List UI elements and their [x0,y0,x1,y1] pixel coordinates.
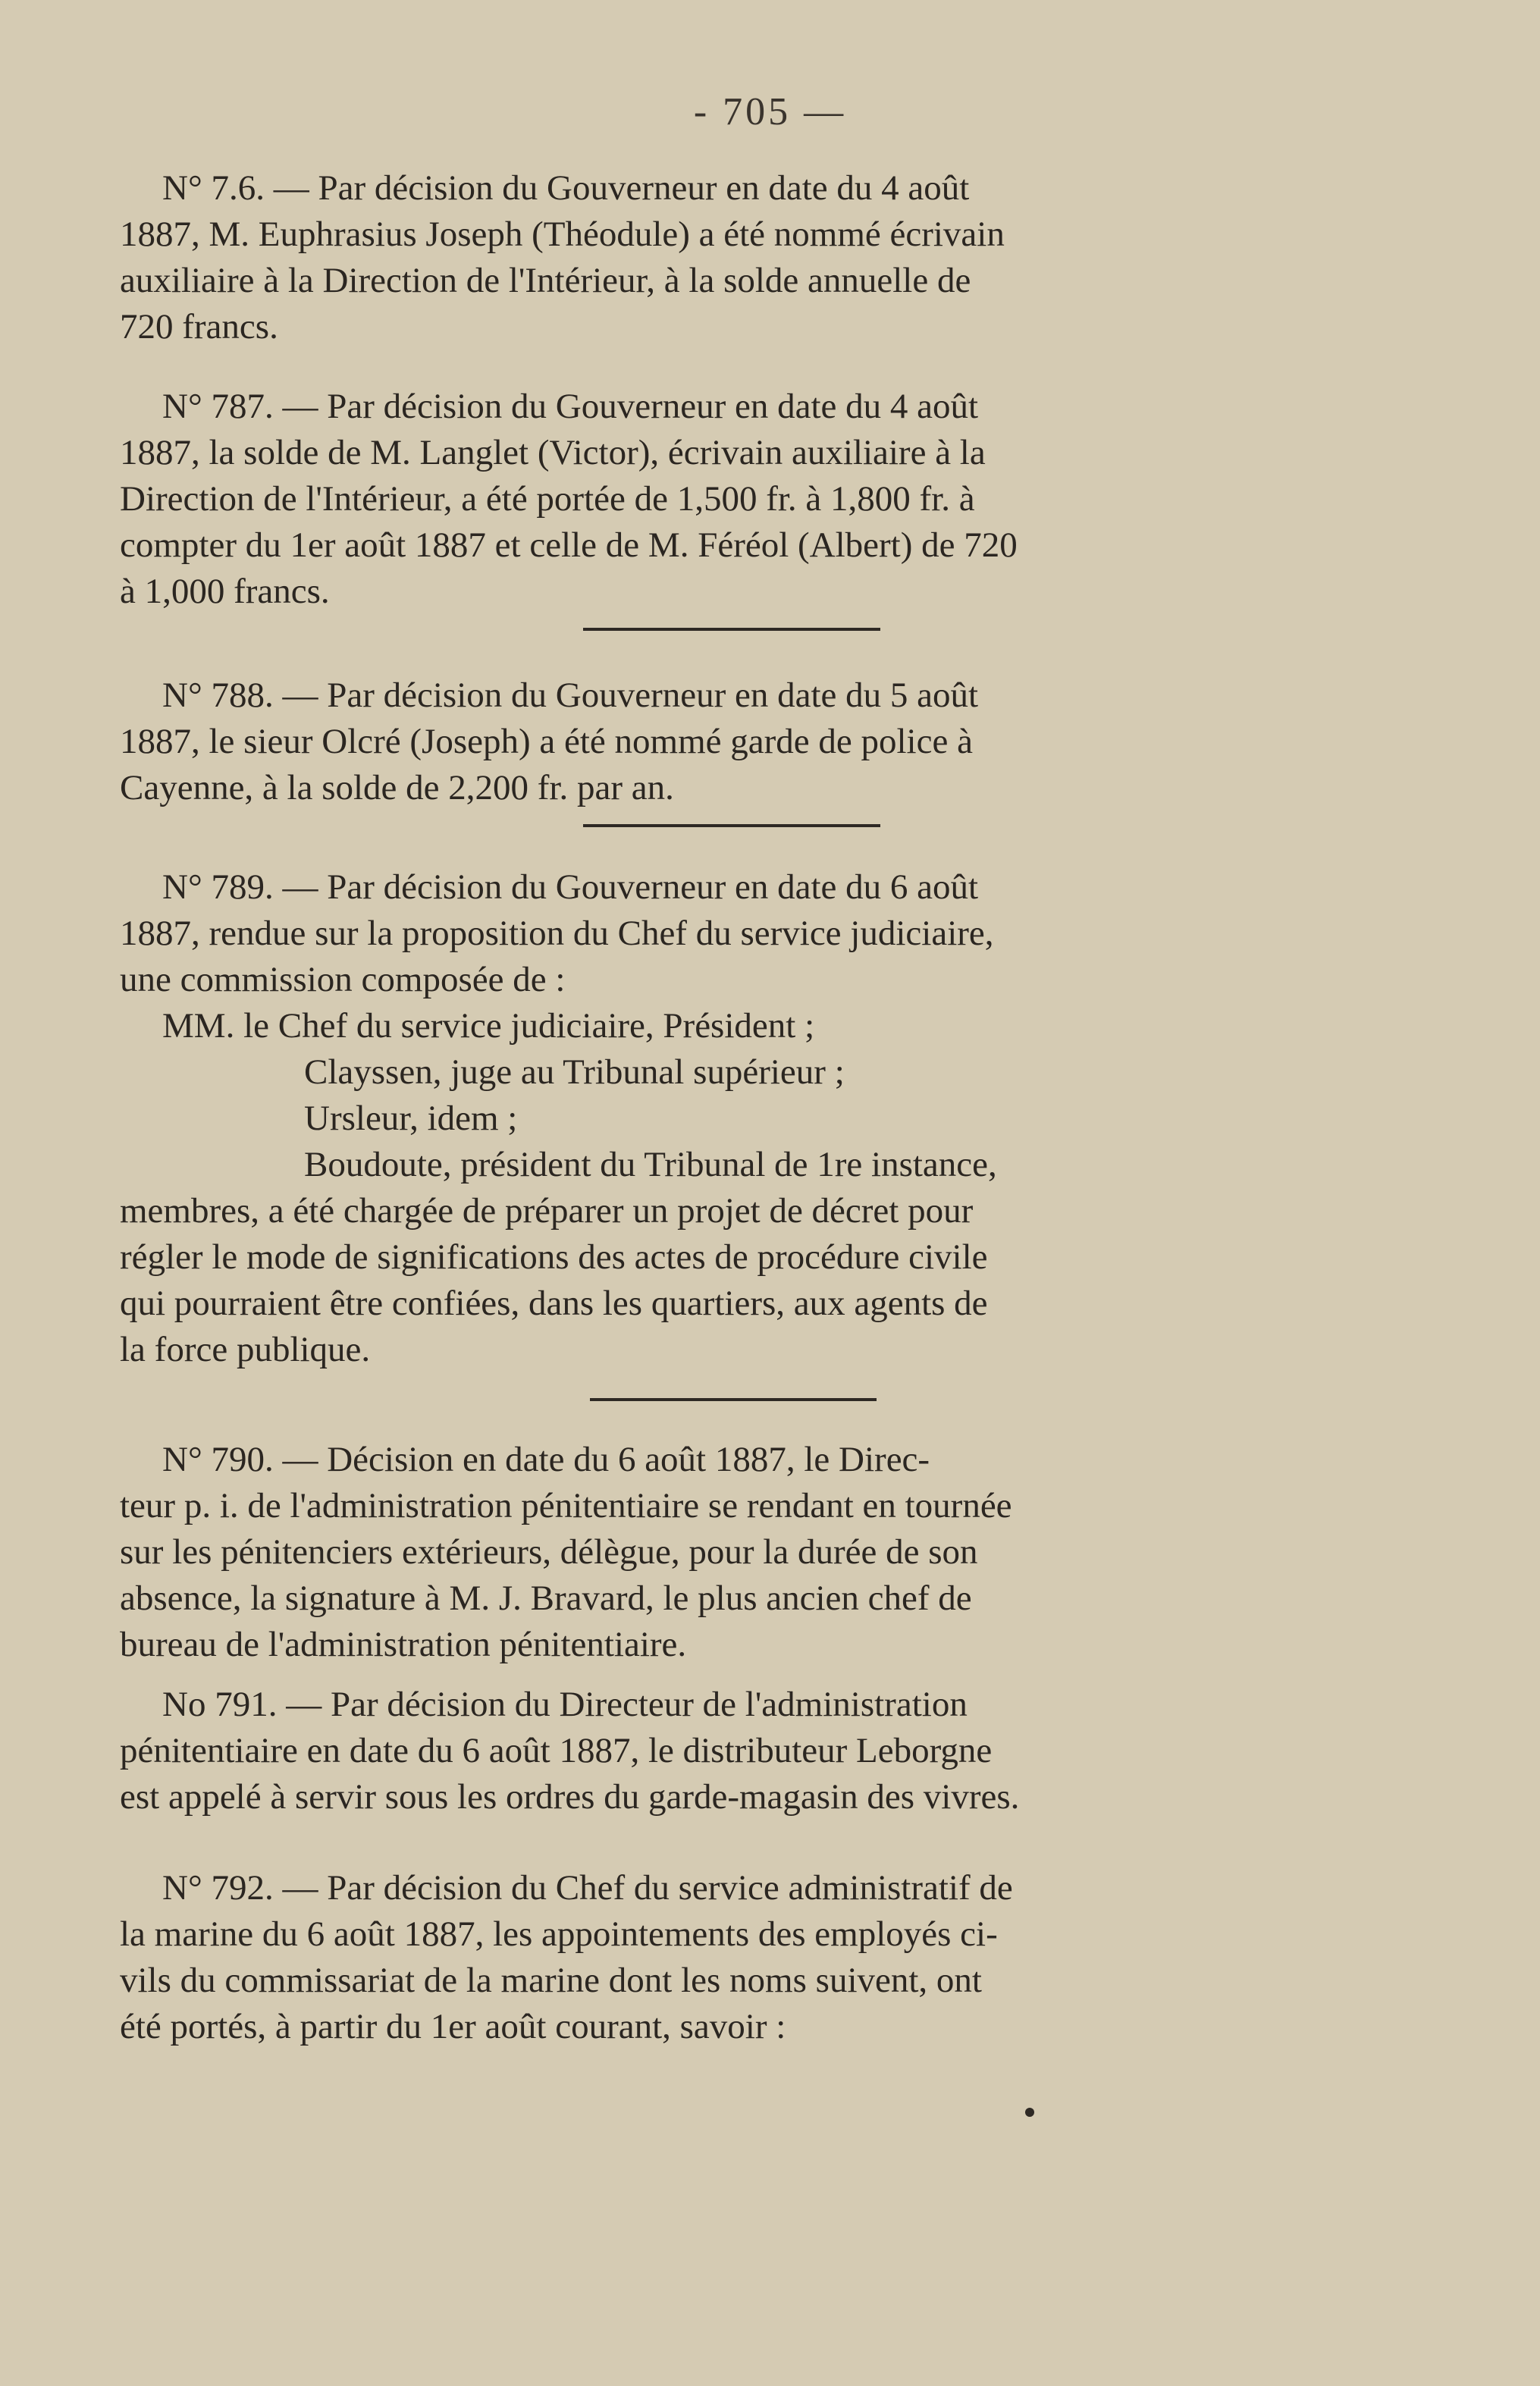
commission-member-list [120,1003,1360,1188]
list-item: Boudoute, président du Tribunal de 1re instance, [304,1145,997,1184]
text-line: été portés, à partir du 1er août courant, savoir : [120,2007,786,2046]
text-line: N° 790. — Décision en date du 6 août 1887, le Direc- [162,1440,930,1479]
text-line: auxiliaire à la Direction de l'Intérieur, à la solde annuelle de [120,261,971,300]
text-line: 1887, rendue sur la proposition du Chef du service judiciaire, [120,914,994,953]
ink-spot [1025,2108,1034,2117]
text-line: N° 792. — Par décision du Chef du service administratif de [162,1868,1013,1908]
text-line: 720 francs. [120,307,278,346]
paragraph-787 [120,384,1360,615]
text-line: est appelé à servir sous les ordres du garde-magasin des vivres. [120,1777,1020,1817]
list-item: Ursleur, idem ; [304,1099,518,1138]
text-line: bureau de l'administration pénitentiaire. [120,1625,687,1664]
text-line: teur p. i. de l'administration pénitentiaire se rendant en tournée [120,1486,1012,1525]
list-item: Clayssen, juge au Tribunal supérieur ; [304,1052,845,1092]
text-line: 1887, le sieur Olcré (Joseph) a été nommé garde de police à [120,722,973,761]
text-line: la force publique. [120,1330,371,1369]
paragraph-791 [120,1682,1360,1820]
text-line: 1887, la solde de M. Langlet (Victor), écrivain auxiliaire à la [120,433,986,472]
text-line: No 791. — Par décision du Directeur de l'administration [162,1685,968,1724]
text-line: absence, la signature à M. J. Bravard, le plus ancien chef de [120,1579,972,1618]
text-line: 1887, M. Euphrasius Joseph (Théodule) a été nommé écrivain [120,215,1005,254]
page-number: - 705 — [693,90,847,133]
paragraph-788 [120,673,1360,811]
text-line: N° 787. — Par décision du Gouverneur en date du 4 août [162,387,979,426]
text-line: membres, a été chargée de préparer un projet de décret pour [120,1191,974,1231]
text-line: compter du 1er août 1887 et celle de M. Féréol (Albert) de 720 [120,525,1018,565]
divider-rule [583,824,880,827]
text-line: vils du commissariat de la marine dont les noms suivent, ont [120,1961,982,2000]
list-item: MM. le Chef du service judiciaire, Président ; [162,1006,815,1046]
text-line: N° 7.6. — Par décision du Gouverneur en date du 4 août [162,168,970,208]
text-line: régler le mode de significations des actes de procédure civile [120,1237,988,1277]
text-line: à 1,000 francs. [120,572,330,611]
text-line: N° 789. — Par décision du Gouverneur en date du 6 août [162,867,979,907]
paragraph-790 [120,1437,1360,1668]
text-line: sur les pénitenciers extérieurs, délègue, pour la durée de son [120,1532,978,1572]
paragraph-792 [120,1865,1360,2050]
divider-rule [583,628,880,631]
text-line: la marine du 6 août 1887, les appointements des employés ci- [120,1914,998,1954]
paragraph-786 [120,165,1360,350]
text-line: pénitentiaire en date du 6 août 1887, le distributeur Leborgne [120,1731,993,1770]
text-line: N° 788. — Par décision du Gouverneur en date du 5 août [162,676,979,715]
text-line: une commission composée de : [120,960,566,999]
paragraph-789 [120,864,1360,1373]
text-line: Cayenne, à la solde de 2,200 fr. par an. [120,768,674,807]
divider-rule [590,1398,877,1401]
text-line: qui pourraient être confiées, dans les quartiers, aux agents de [120,1284,988,1323]
text-line: Direction de l'Intérieur, a été portée de 1,500 fr. à 1,800 fr. à [120,479,975,519]
